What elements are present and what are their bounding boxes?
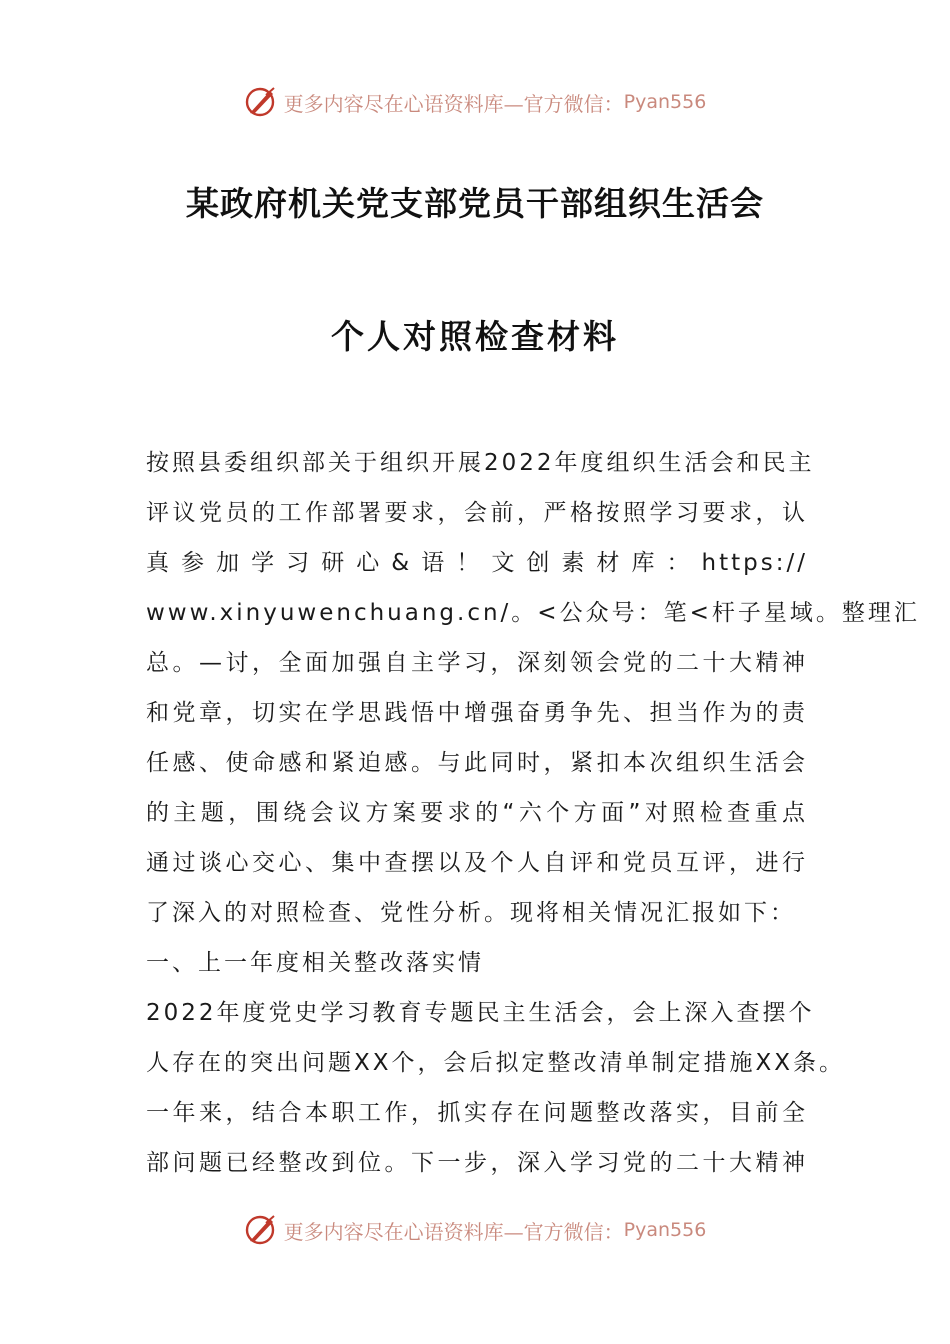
banner-wechat-id: Pyan556 bbox=[623, 91, 707, 113]
body-line: 一年来，结合本职工作，抓实存在问题整改落实，目前全 bbox=[146, 1100, 808, 1126]
document-title-line2: 个人对照检查材料 bbox=[331, 317, 619, 356]
body-line: www.xinyuwenchuang.cn/。<公众号：笔<杆子星域。整理汇 bbox=[146, 600, 920, 626]
body-line: 2022年度党史学习教育专题民主生活会，会上深入查摆个 bbox=[146, 1000, 815, 1026]
quill-logo-icon bbox=[244, 85, 278, 119]
body-line: 真参加学习研心&语！文创素材库：https:// bbox=[146, 550, 808, 576]
banner-text: 更多内容尽在心语资料库—官方微信： bbox=[283, 91, 624, 116]
section-heading: 一、上一年度相关整改落实情 bbox=[146, 950, 484, 976]
body-line: 总。—讨，全面加强自主学习，深刻领会党的二十大精神 bbox=[146, 650, 808, 676]
body-line: 部问题已经整改到位。下一步，深入学习党的二十大精神 bbox=[146, 1150, 808, 1176]
banner-text: 更多内容尽在心语资料库—官方微信： bbox=[283, 1219, 624, 1244]
body-line: 通过谈心交心、集中查摆以及个人自评和党员互评，进行 bbox=[146, 850, 808, 876]
header-watermark-banner bbox=[0, 80, 950, 124]
body-line: 的主题，围绕会议方案要求的“六个方面”对照检查重点 bbox=[146, 800, 808, 826]
quill-logo-icon bbox=[244, 1213, 278, 1247]
body-line: 评议党员的工作部署要求，会前，严格按照学习要求，认 bbox=[146, 500, 808, 526]
body-line: 了深入的对照检查、党性分析。现将相关情况汇报如下： bbox=[146, 900, 796, 926]
banner-wechat-id: Pyan556 bbox=[623, 1219, 707, 1241]
document-body bbox=[146, 438, 920, 1188]
footer-watermark-banner bbox=[0, 1208, 950, 1252]
body-line: 按照县委组织部关于组织开展2022年度组织生活会和民主 bbox=[146, 450, 815, 476]
body-line: 人存在的突出问题XX个，会后拟定整改清单制定措施XX条。 bbox=[146, 1050, 846, 1076]
body-line: 任感、使命感和紧迫感。与此同时，紧扣本次组织生活会 bbox=[146, 750, 808, 776]
body-line: 和党章，切实在学思践悟中增强奋勇争先、担当作为的责 bbox=[146, 700, 808, 726]
document-title-line1: 某政府机关党支部党员干部组织生活会 bbox=[186, 184, 764, 223]
